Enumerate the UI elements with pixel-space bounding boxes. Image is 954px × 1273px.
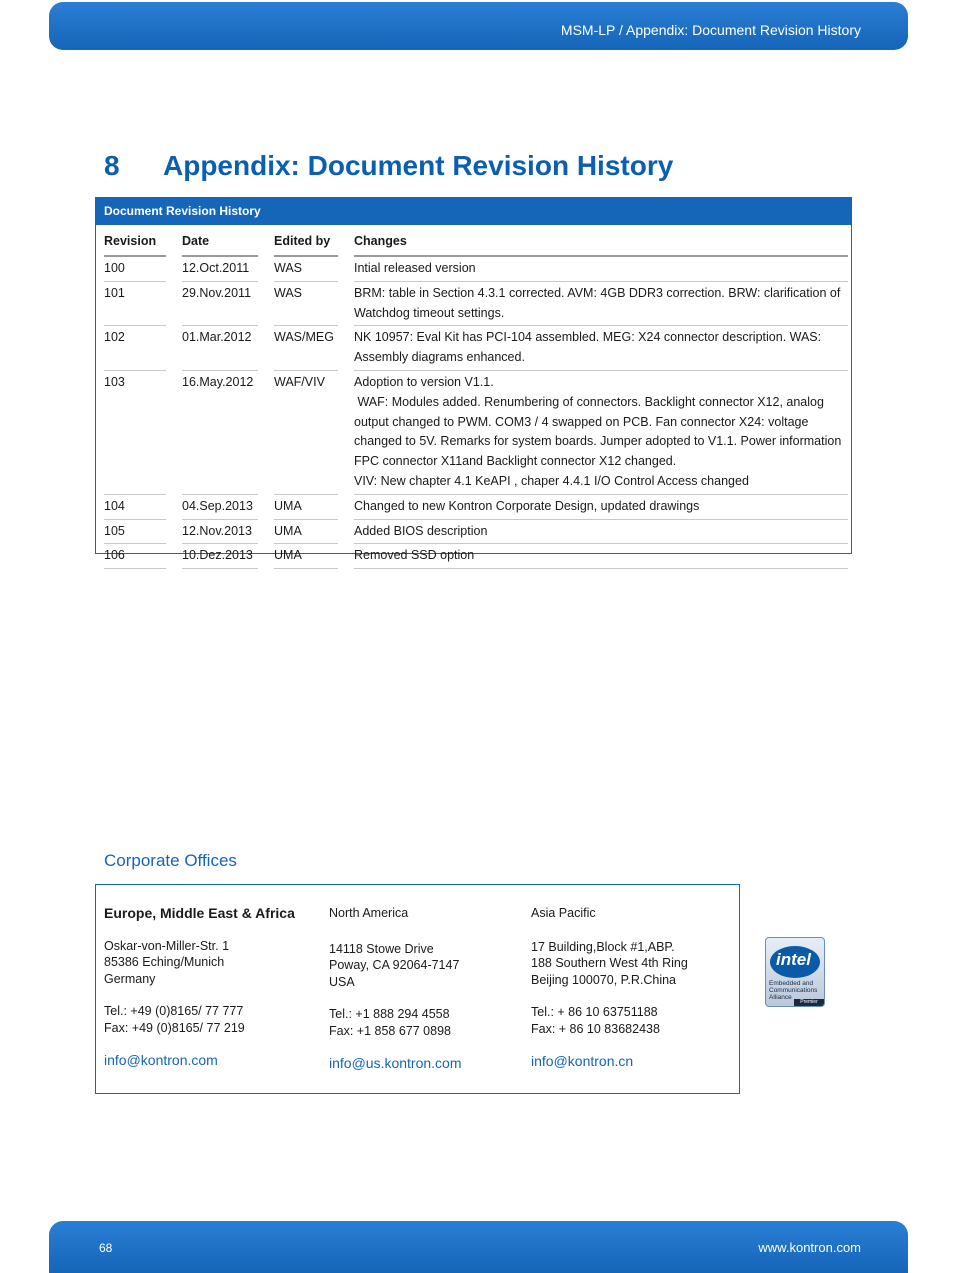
office-asia-pacific [531, 905, 688, 1070]
changes-text: Changed to new Kontron Corporate Design, updated drawings [354, 498, 700, 513]
cell-editor: WAS [274, 257, 338, 282]
cell-date: 16.May.2012 [182, 371, 258, 495]
cell-date: 01.Mar.2012 [182, 326, 258, 371]
table-row [104, 520, 848, 545]
chapter-heading [104, 150, 673, 182]
cell-date: 10.Dez.2013 [182, 544, 258, 569]
changes-text: WAF: Modules added. Renumbering of connectors. Backlight connector X12, analog output changed to PWM. COM3 / 4 swapped on PCB. Fan connector X24: voltage changed to 5V. Remarks for system boards. Jumper adopted to V1.1. Power information FPC connector X11and Backlight connector X12 changed. [354, 394, 842, 469]
footer-website-link[interactable]: www.kontron.com [758, 1240, 861, 1255]
table-row [104, 495, 848, 520]
cell-editor: UMA [274, 520, 338, 545]
office-address-line: Beijing 100070, P.R.China [531, 972, 677, 987]
office-fax: Fax: + 86 10 83682438 [531, 1021, 660, 1036]
cell-revision: 100 [104, 257, 166, 282]
revision-table-header-row [104, 228, 848, 257]
cell-editor: WAF/VIV [274, 371, 338, 495]
office-address-line: Germany [104, 971, 156, 986]
table-row [104, 282, 848, 327]
page-number: 68 [99, 1241, 113, 1255]
cell-date: 12.Nov.2013 [182, 520, 258, 545]
cell-editor: UMA [274, 544, 338, 569]
cell-changes [354, 520, 848, 545]
office-fax: Fax: +49 (0)8165/ 77 219 [104, 1020, 245, 1035]
changes-text: VIV: New chapter 4.1 KeAPI , chaper 4.4.1 I/O Control Access changed [354, 473, 749, 488]
intel-wordmark: intel [776, 950, 811, 969]
cell-revision: 104 [104, 495, 166, 520]
cell-changes [354, 282, 848, 327]
office-europe [104, 905, 295, 1069]
table-row [104, 326, 848, 371]
office-email-link[interactable]: info@us.kontron.com [329, 1055, 462, 1071]
cell-changes [354, 371, 848, 495]
office-tel: Tel.: +1 888 294 4558 [329, 1007, 450, 1021]
office-address-line: 188 Southern West 4th Ring [531, 956, 688, 970]
office-region: Asia Pacific [531, 906, 596, 920]
cell-revision: 102 [104, 326, 166, 371]
cell-changes [354, 257, 848, 282]
office-address-line: 17 Building,Block #1,ABP. [531, 939, 675, 954]
revision-table-caption: Document Revision History [96, 198, 851, 225]
changes-text: Adoption to version V1.1. [354, 374, 494, 389]
col-header-edited-by: Edited by [274, 228, 338, 257]
office-address-line: 85386 Eching/Munich [104, 955, 225, 969]
cell-date: 12.Oct.2011 [182, 257, 258, 282]
cell-changes [354, 326, 848, 371]
changes-text: NK 10957: Eval Kit has PCI-104 assembled. MEG: X24 connector description. WAS: Assembly diagrams enhanced. [354, 330, 822, 365]
intel-premier-tag: Premier [794, 999, 824, 1006]
changes-text: BRM: table in Section 4.3.1 corrected. AVM: 4GB DDR3 correction. BRW: clarification of Watchdog timeout settings. [354, 285, 841, 320]
office-address-line: Poway, CA 92064-7147 [329, 958, 460, 972]
chapter-title: Appendix: Document Revision History [163, 150, 674, 181]
changes-text: Removed SSD option [354, 548, 475, 563]
office-email-link[interactable]: info@kontron.cn [531, 1053, 634, 1069]
col-header-changes: Changes [354, 228, 848, 257]
revision-table-body [104, 257, 848, 569]
office-address-line: 14118 Stowe Drive [329, 941, 434, 956]
header-title: MSM-LP / Appendix: Document Revision History [560, 22, 861, 38]
intel-alliance-text: Embedded and Communications Alliance [769, 980, 818, 1001]
page-header-bar [49, 2, 908, 50]
office-email-link[interactable]: info@kontron.com [104, 1052, 218, 1068]
table-row [104, 257, 848, 282]
office-fax: Fax: +1 858 677 0898 [329, 1023, 451, 1038]
changes-text: Added BIOS description [354, 523, 488, 538]
office-region: North America [329, 906, 409, 920]
office-north-america [329, 905, 462, 1072]
cell-editor: WAS/MEG [274, 326, 338, 371]
revision-table [104, 228, 848, 569]
cell-editor: UMA [274, 495, 338, 520]
office-tel: Tel.: +49 (0)8165/ 77 777 [104, 1004, 244, 1018]
table-row [104, 544, 848, 569]
corporate-offices-box [95, 884, 740, 1094]
office-region: Europe, Middle East & Africa [104, 905, 295, 921]
cell-editor: WAS [274, 282, 338, 327]
intel-alliance-logo [765, 937, 825, 1007]
chapter-number: 8 [104, 150, 120, 181]
changes-text: Intial released version [354, 261, 476, 275]
revision-history-box [95, 197, 852, 563]
col-header-date: Date [182, 228, 258, 257]
office-tel: Tel.: + 86 10 63751188 [531, 1005, 658, 1019]
cell-revision: 101 [104, 282, 166, 327]
cell-changes [354, 544, 848, 569]
cell-changes [354, 495, 848, 520]
col-header-revision: Revision [104, 228, 166, 257]
table-row [104, 371, 848, 495]
corporate-offices-title: Corporate Offices [104, 851, 237, 870]
cell-revision: 105 [104, 520, 166, 545]
cell-date: 29.Nov.2011 [182, 282, 258, 327]
cell-date: 04.Sep.2013 [182, 495, 258, 520]
office-address-line: Oskar-von-Miller-Str. 1 [104, 938, 230, 953]
cell-revision: 106 [104, 544, 166, 569]
cell-revision: 103 [104, 371, 166, 495]
page-footer-bar [49, 1221, 908, 1273]
office-address-line: USA [329, 974, 355, 989]
